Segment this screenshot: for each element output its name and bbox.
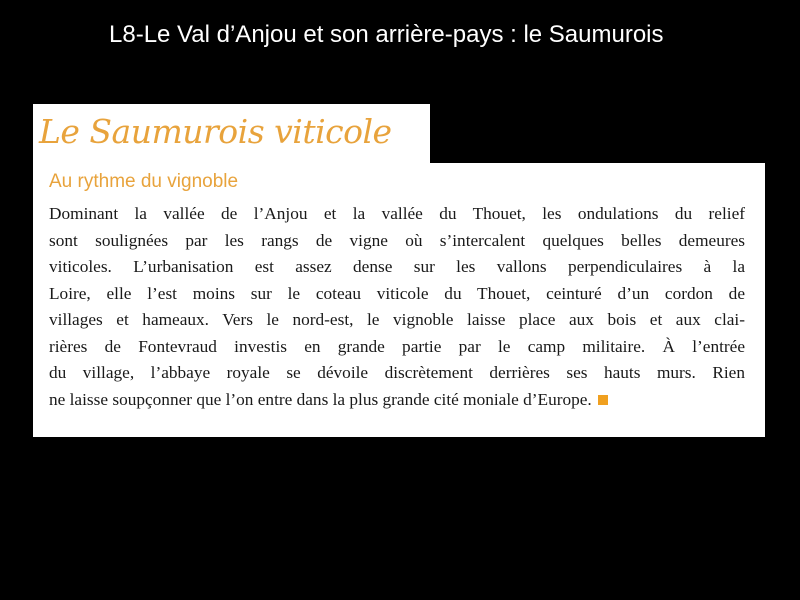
paragraph-line: du village, l’abbaye royale se dévoile discrètement derrières ses hauts murs. Rien: [49, 363, 745, 382]
paragraph-line-last: [49, 387, 745, 414]
paragraph-line: Loire, elle l’est moins sur le coteau viticole du Thouet, ceinturé d’un cordon de: [49, 283, 745, 303]
paragraph-line: rières de Fontevraud investis en grande partie par le camp militaire. À l’entrée: [49, 336, 745, 356]
article-heading-box: [33, 104, 430, 166]
slide-title: L8-Le Val d’Anjou et son arrière-pays : le Saumurois: [109, 21, 664, 48]
paragraph-line: sont soulignées par les rangs de vigne où s’intercalent quelques belles demeures: [49, 230, 745, 250]
article-paragraph: [49, 201, 745, 413]
article-subheading: Au rythme du vignoble: [49, 171, 239, 192]
article-heading: Le Saumurois viticole: [39, 112, 392, 151]
article-body-box: [33, 163, 765, 437]
paragraph-line: villages et hameaux. Vers le nord-est, le vignoble laisse place aux bois et aux clai-: [49, 310, 745, 329]
paragraph-line: viticoles. L’urbanisation est assez dense sur les vallons perpendiculaires à la: [49, 257, 745, 276]
end-of-article-square-icon: [598, 395, 608, 405]
paragraph-line-last-text: ne laisse soupçonner que l’on entre dans la plus grande cité moniale d’Europe.: [49, 389, 592, 409]
paragraph-line: Dominant la vallée de l’Anjou et la vallée du Thouet, les ondulations du relief: [49, 204, 745, 223]
